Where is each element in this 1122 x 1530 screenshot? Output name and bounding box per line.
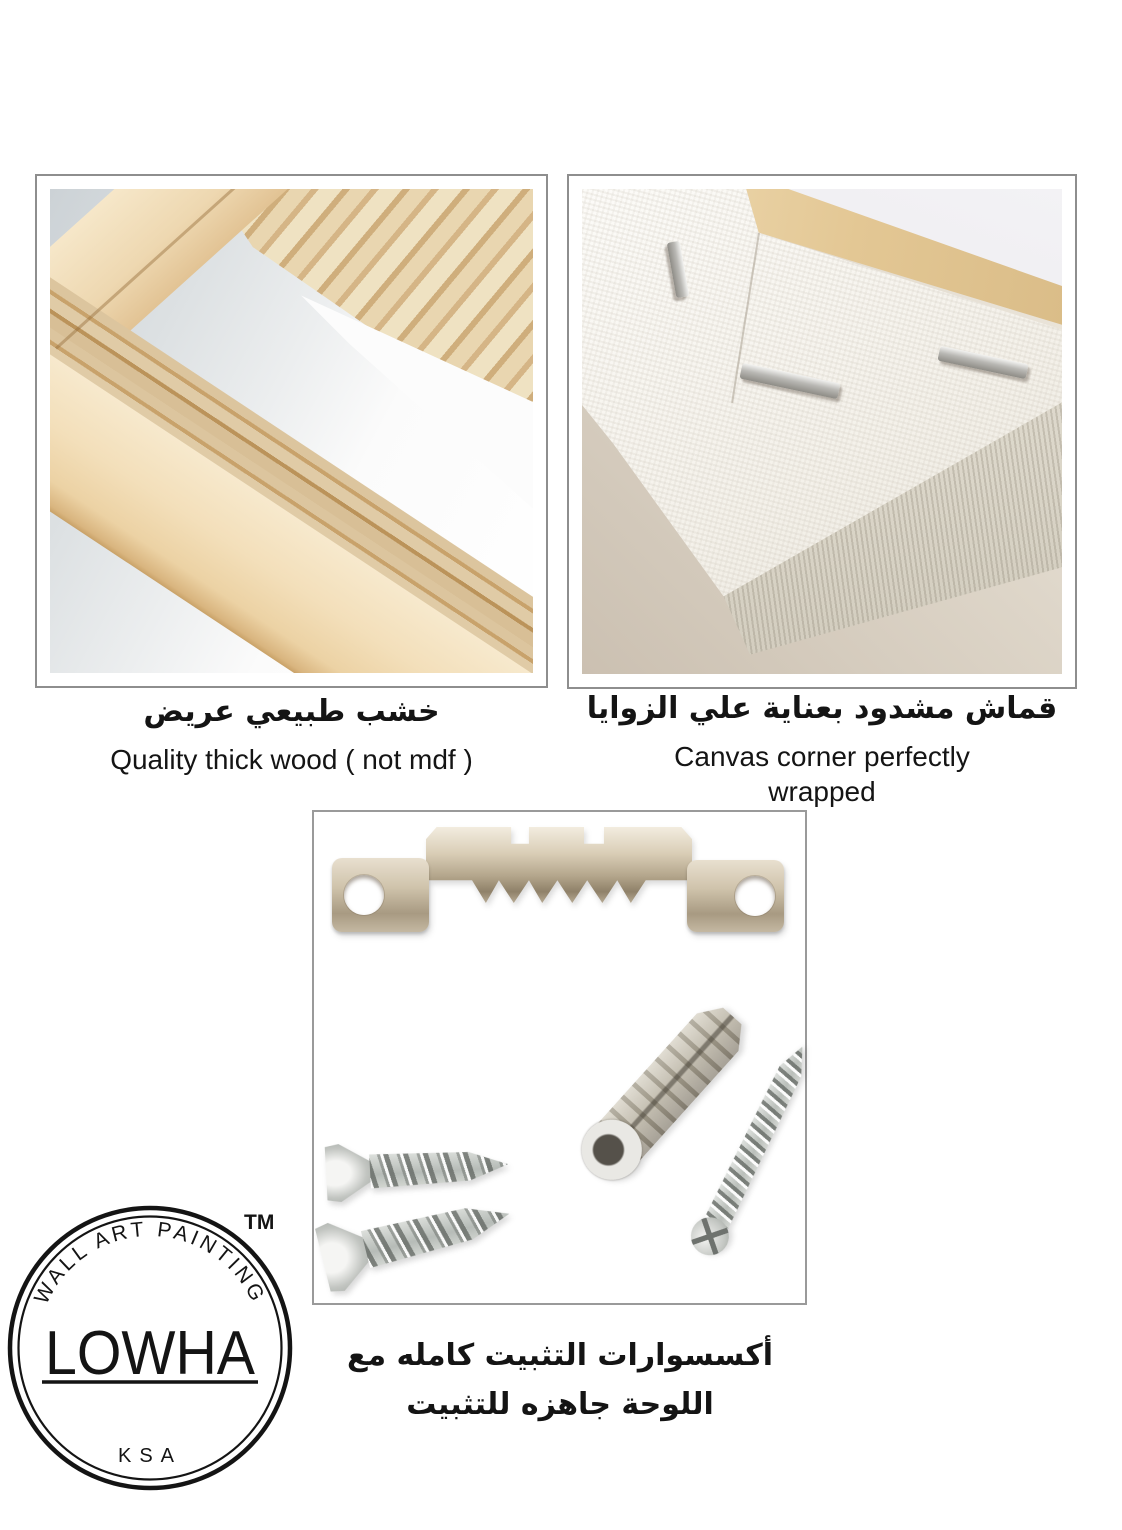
hanger-hole-right (735, 876, 775, 916)
canvas-corner-photo (567, 174, 1077, 689)
sawtooth-hanger (332, 827, 784, 933)
canvas-caption-english-line2: wrapped (768, 776, 876, 807)
logo-arc-text: WALL ART PAINTING (29, 1217, 271, 1308)
brand-logo (4, 1202, 296, 1494)
screw-head (325, 1142, 374, 1202)
logo-brand-text: LOWHA (45, 1319, 256, 1388)
wood-caption-english: Quality thick wood ( not mdf ) (110, 744, 473, 775)
wood-caption-arabic: خشب طبيعي عريض (143, 694, 440, 729)
canvas-photo-inner (582, 189, 1062, 674)
hardware-caption-arabic (260, 1331, 860, 1429)
hanger-sawtooth-bar (426, 827, 692, 903)
screw-shaft (361, 1195, 514, 1268)
hardware-caption-arabic-line2: اللوحة جاهزه للتثبيت (406, 1387, 714, 1422)
trademark-symbol: TM (244, 1211, 275, 1234)
canvas-caption-english (567, 739, 1077, 809)
hanger-tab-left (332, 858, 429, 932)
hanger-hole-left (344, 875, 384, 915)
logo-country-text: KSA (117, 1445, 183, 1467)
brand-logo-stamp (4, 1202, 296, 1494)
wood-photo-inner (50, 189, 533, 673)
screw-head (314, 1215, 376, 1294)
hardware-photo (312, 810, 807, 1305)
hanger-tab-right (687, 860, 784, 932)
hardware-caption-arabic-line1: أكسسوارات التثبيت كامله مع (347, 1338, 773, 1373)
canvas-caption-arabic: قماش مشدود بعناية علي الزوايا (586, 691, 1058, 726)
canvas-caption-english-line1: Canvas corner perfectly (674, 741, 970, 772)
wood-frame-photo (35, 174, 548, 688)
